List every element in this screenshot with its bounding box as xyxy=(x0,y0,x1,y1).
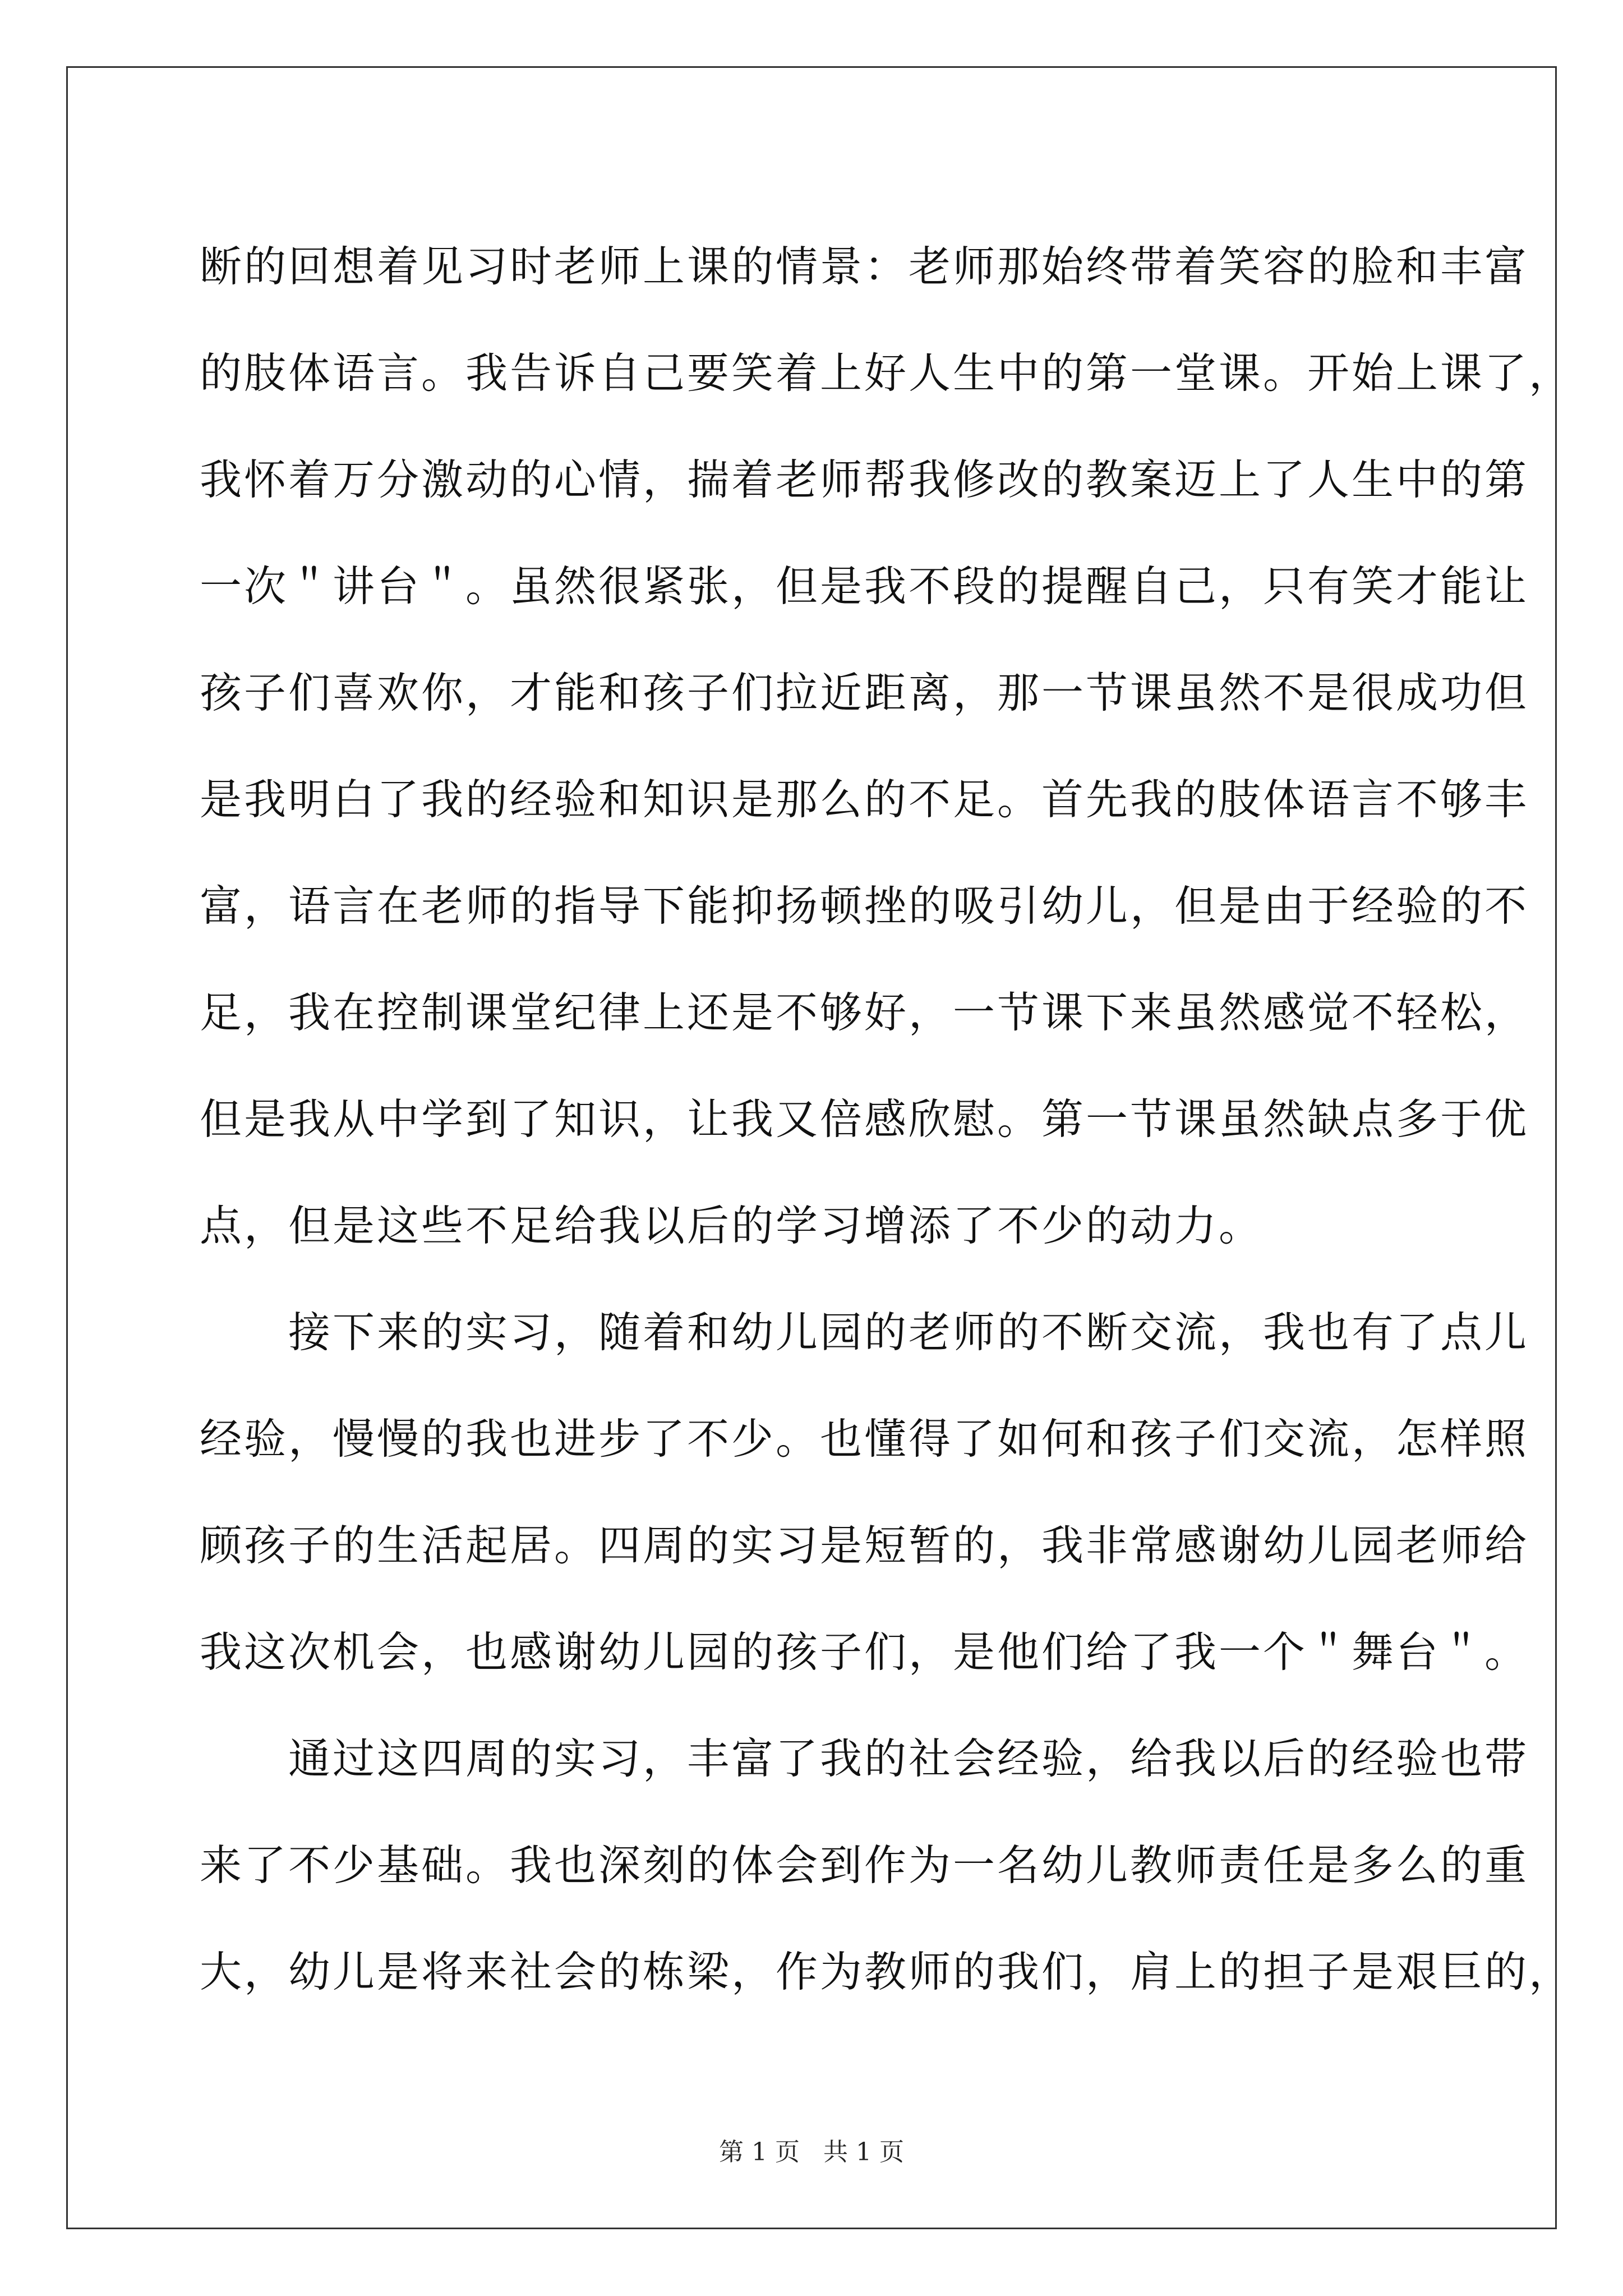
text-line: 我怀着万分激动的心情，揣着老师帮我修改的教案迈上了人生中的第 xyxy=(200,455,1529,504)
page-footer: 第 1 页 共 1 页 xyxy=(719,2138,904,2166)
text-line: 的肢体语言。我告诉自己要笑着上好人生中的第一堂课。开始上课了， xyxy=(200,348,1574,398)
text-line: 通过这四周的实习，丰富了我的社会经验，给我以后的经验也带 xyxy=(200,1734,1529,1783)
text-line: 来了不少基础。我也深刻的体会到作为一名幼儿教师责任是多么的重 xyxy=(200,1841,1529,1890)
text-line: 我这次机会，也感谢幼儿园的孩子们，是他们给了我一个＂舞台＂。 xyxy=(200,1627,1529,1677)
text-line: 断的回想着见习时老师上课的情景：老师那始终带着笑容的脸和丰富 xyxy=(200,242,1529,291)
text-line: 一次＂讲台＂。虽然很紧张，但是我不段的提醒自己，只有笑才能让 xyxy=(200,562,1529,611)
body-text xyxy=(200,213,1574,2025)
text-line: 经验，慢慢的我也进步了不少。也懂得了如何和孩子们交流，怎样照 xyxy=(200,1414,1529,1464)
text-line: 孩子们喜欢你，才能和孩子们拉近距离，那一节课虽然不是很成功但 xyxy=(200,668,1529,717)
text-line: 是我明白了我的经验和知识是那么的不足。首先我的肢体语言不够丰 xyxy=(200,775,1529,824)
text-line: 顾孩子的生活起居。四周的实习是短暂的，我非常感谢幼儿园老师给 xyxy=(200,1521,1529,1570)
text-line: 大，幼儿是将来社会的栋梁，作为教师的我们，肩上的担子是艰巨的， xyxy=(200,1947,1574,1996)
text-line: 接下来的实习，随着和幼儿园的老师的不断交流，我也有了点儿 xyxy=(200,1308,1529,1357)
text-line: 足，我在控制课堂纪律上还是不够好，一节课下来虽然感觉不轻松， xyxy=(200,988,1529,1037)
text-line: 富，语言在老师的指导下能抑扬顿挫的吸引幼儿，但是由于经验的不 xyxy=(200,881,1529,931)
text-line: 点，但是这些不足给我以后的学习增添了不少的动力。 xyxy=(200,1201,1264,1250)
text-line: 但是我从中学到了知识，让我又倍感欣慰。第一节课虽然缺点多于优 xyxy=(200,1094,1529,1144)
